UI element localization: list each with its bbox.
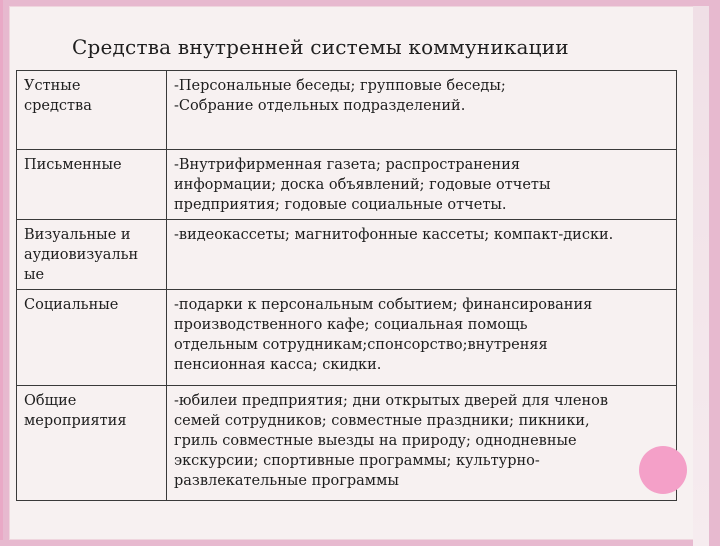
category-cell: Устные средства xyxy=(17,71,167,150)
category-cell: Письменные xyxy=(17,150,167,220)
decorative-circle xyxy=(639,446,687,494)
table-row xyxy=(17,290,677,386)
category-cell: Общие мероприятия xyxy=(17,386,167,501)
description-cell: -Персональные беседы; групповые беседы; -Собрание отдельных подразделений. xyxy=(167,71,677,150)
table-row xyxy=(17,220,677,290)
slide-title: Средства внутренней системы коммуникации xyxy=(72,35,569,59)
description-cell: -видеокассеты; магнитофонные кассеты; компакт-диски. xyxy=(167,220,677,290)
description-cell: -Внутрифирменная газета; распространения информации; доска объявлений; годовые отчеты предприятия; годовые социальные отчеты. xyxy=(167,150,677,220)
left-accent-bar xyxy=(0,0,3,540)
table-row xyxy=(17,150,677,220)
description-cell: -подарки к персональным событием; финансирования производственного кафе; социальная помощь отдельным сотрудникам;спонсорство;внутреняя пенсионная касса; скидки. xyxy=(167,290,677,386)
communication-table xyxy=(16,70,677,501)
table-row xyxy=(17,386,677,501)
table-row xyxy=(17,71,677,150)
category-cell: Социальные xyxy=(17,290,167,386)
category-cell: Визуальные и аудиовизуальн ые xyxy=(17,220,167,290)
description-cell: -юбилеи предприятия; дни открытых дверей для членов семей сотрудников; совместные праздники; пикники, гриль совместные выезды на природу; однодневные экскурсии; спортивные программы; культурно- развлекательные программы xyxy=(167,386,677,501)
slide-edge-decoration xyxy=(693,6,709,546)
